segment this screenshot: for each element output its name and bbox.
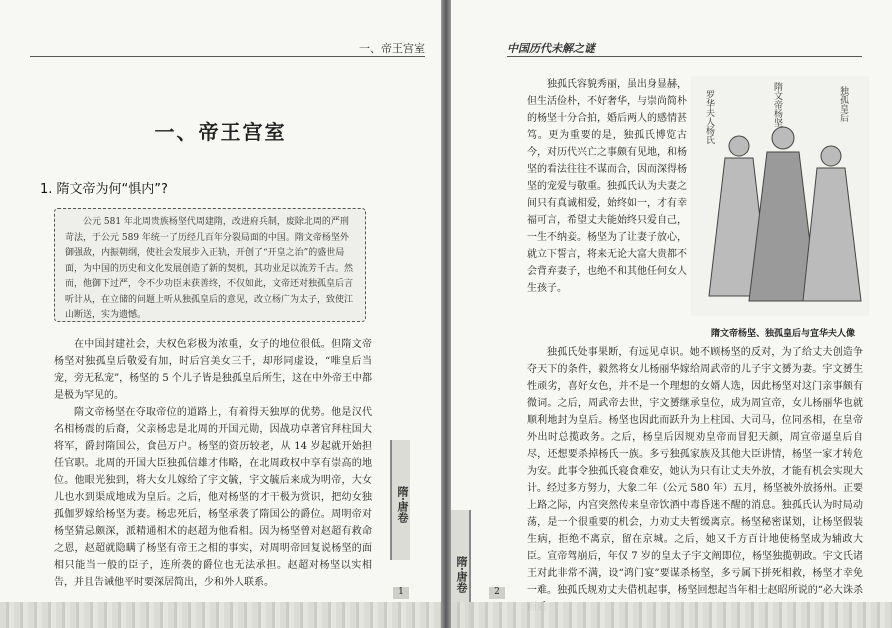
right-page [451,0,892,628]
figure-label-1: 罗华夫人杨氏 [704,90,714,144]
book-gutter [441,0,451,628]
running-header-right: 中国历代未解之谜 [507,42,595,55]
footer-band-left [0,602,441,628]
side-tab-right: 隋·唐卷 [451,510,471,628]
left-body [54,336,372,591]
portrait-illustration [691,76,869,316]
left-paragraph-2: 隋文帝杨坚在夺取帝位的道路上，有着得天独厚的优势。他是汉代名相杨震的后裔，父亲杨忠是北周的开国元勋，因战功卓著官拜柱国大将军，爵封隋国公，食邑万户。杨坚的资历较老，从 14 岁起就开始担任官职。北周的开国大臣独孤信雄才伟略，在北周政权中享有崇高的地位。他眼光独到，将大女儿嫁给了宇文毓，宇文毓后来成为明帝，大女儿也水到渠成地成为皇后。之后，他对杨坚的才干极为赏识，把幼女独孤伽罗嫁给杨坚为妻。杨忠死后，杨坚承袭了隋国公的爵位。周明帝对杨坚猜忌颇深，派精通相术的赵超为他看相。因为杨坚曾对赵超有救命之恩，赵超就隐瞒了杨坚有帝王之相的事实，对周明帝回复说杨坚的面相只能当一般的臣子，连所袭的爵位也无法承担。赵超对杨坚以实相告，并且告诫他平时要深居简出，少和外人联系。 [54,407,372,588]
right-paragraph-1: 独孤氏容貌秀丽，虽出身显赫，但生活俭朴，不好奢华，与崇尚简朴的杨坚十分合拍，婚后两人的感情甚笃。更为重要的是，独孤氏博览古今，对历代兴亡之事颇有见地，和杨坚的看法往往不谋而合，因而深得杨坚的宠爱与敬重。独孤氏认为夫妻之间只有真诚相爱，始终如一，才有幸福可言，希望丈夫能始终只爱自己，一生不纳妾。杨坚为了让妻子放心，就立下誓言，将来无论大富大贵都不会背弃妻子，也绝不和其他任何女人生孩子。 [527,79,687,294]
page-number-left: 1 [393,587,409,599]
figure-label-2: 隋文帝杨坚 [772,82,782,127]
figure-caption: 隋文帝杨坚、独孤皇后与宣华夫人像 [710,329,855,339]
figure-emperor-head [772,127,794,149]
left-paragraph-1: 在中国封建社会，夫权色彩极为浓重，女子的地位很低。但隋文帝杨坚对独孤皇后敬爱有加，时后宫美女三千，却形同虚设，“唯皇后当宠，旁无私宠”，杨坚的 5 个儿子皆是独孤皇后所生，这在中外帝王中都是极为罕见的。 [54,339,372,401]
footer-band-right [451,602,892,628]
left-page [0,0,441,628]
figure-lady-head [729,136,749,156]
header-rule-right [507,56,862,57]
side-tab-left: 隋·唐卷 [390,440,410,560]
right-body-bottom [527,296,863,616]
chapter-title: 一、帝王宫室 [154,120,287,144]
running-header-left: 一、帝王宫室 [359,42,425,55]
figure-empress-head [821,146,841,166]
right-body-top [527,76,687,297]
figure-shapes [709,127,861,301]
intro-box: 公元 581 年北周贵族杨坚代周建隋，改进府兵制，废除北周的严刑苛法，于公元 589 年统一了历经几百年分裂局面的中国。隋文帝杨坚外御强敌，内振朝纲，使社会发展步入正轨，开创了“开皇之治”的盛世局面，为中国的历史和文化发展创造了新的契机，其功业足以流芳千古。然而，他御下过严，令不少功臣未获善终，不仅如此，文帝还对独孤皇后言听计从，在立储的问题上听从独孤皇后的意见，改立杨广为太子，致使江山断送，实为遗憾。 [54,208,366,322]
header-rule-left [30,56,425,57]
page-number-right: 2 [489,587,505,599]
figure-label-3: 独孤皇后 [838,86,848,122]
section-title: 1. 隋文帝为何“惧内”? [40,182,168,197]
right-paragraph-2: 独孤氏处事果断，有远见卓识。她不顾杨坚的反对，为了给丈夫创造争夺天下的条件，毅然将女儿杨丽华嫁给周武帝的儿子宇文赟为妻。宇文赟生性顽劣，喜好女色，并不是一个理想的女婿人选，因此杨坚对这门亲事颇有微词。之后，周武帝去世，宇文赟继承皇位，成为周宣帝，女儿杨丽华也就顺利地封为皇后。杨坚也因此而跃升为上柱国、大司马，位同丞相，在皇帝外出时总揽政务。之后，杨皇后因规劝皇帝而冒犯天颜，周宣帝逼皇后自尽，还想要杀掉杨氏一族。多亏独孤家族及其他大臣讲情，杨坚一家才转危为安。此事令独孤氏寝食难安，她认为只有让丈夫外放，才能有机会实现大计。经过多方努力，大象二年（公元 580 年）五月，杨坚被外放扬州。正要上路之际，内宫突然传来皇帝饮酒中毒昏迷不醒的消息。独孤氏认为时局动荡，是一个很重要的机会，力劝丈夫暂缓离京。杨坚秘密谋划，让杨坚假装生病，拒绝不离京，留在京城。之后，她又千方百计地使杨坚成为辅政大臣。宣帝驾崩后，年仅 7 岁的皇太子宇文阐即位，杨坚独揽朝政。宇文氏诸王对此非常不满，设“鸿门宴”要谋杀杨坚，多亏属下拼死相救，杨坚才幸免一难。独孤氏规劝丈夫借机起事，杨坚回想起当年相士赵昭所说的“必大诛杀 [527,347,863,596]
